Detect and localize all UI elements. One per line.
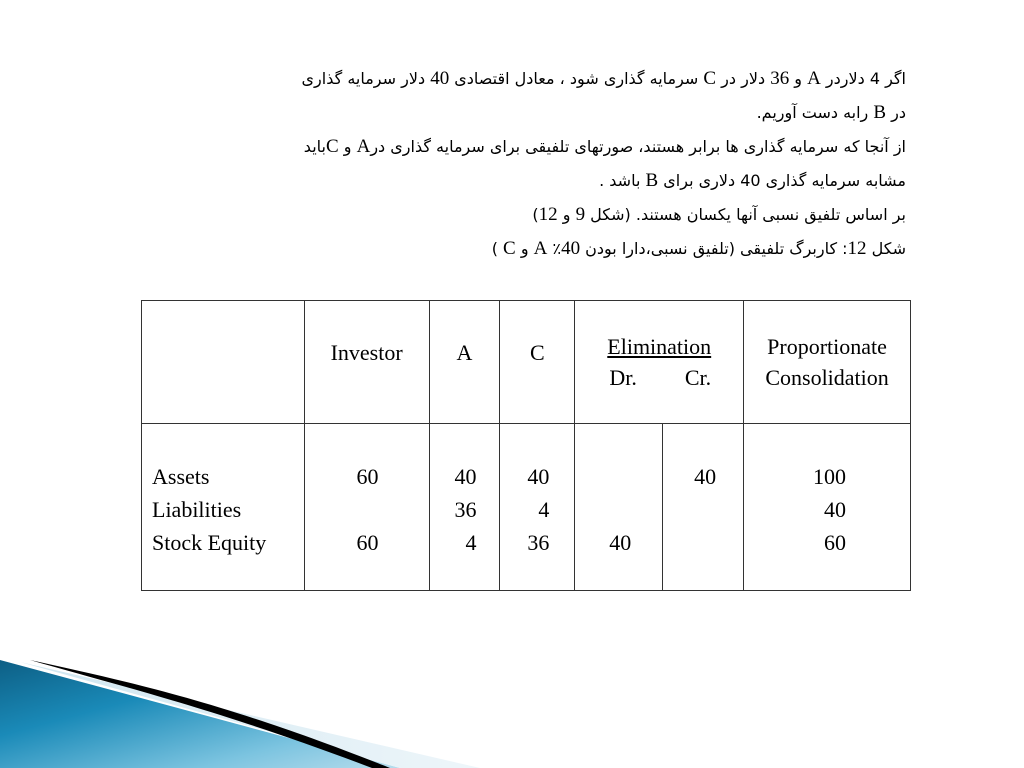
- investor-liabilities: [305, 493, 379, 526]
- c-liabilities: 4: [538, 497, 550, 522]
- text-segment: و: [515, 239, 534, 258]
- header-dr: Dr.: [609, 365, 637, 390]
- cr-assets: 40: [694, 464, 717, 489]
- row-label-liabilities: Liabilities: [152, 497, 242, 522]
- header-a: A: [429, 301, 500, 424]
- investor-stock-equity: 60: [356, 530, 379, 555]
- text-segment: اگر 4 دلاردر: [820, 69, 906, 88]
- text-segment: رابه دست آوریم.: [756, 103, 874, 122]
- investor-column: [304, 424, 429, 591]
- text-segment: ): [491, 239, 504, 258]
- text-segment: 9: [575, 204, 586, 225]
- text-segment: سرمایه گذاری شود ، معادل اقتصادی: [449, 69, 704, 88]
- text-segment: C: [325, 136, 339, 157]
- text-segment: باید: [303, 137, 326, 156]
- text-segment: A: [533, 238, 548, 259]
- text-segment: B: [645, 170, 659, 191]
- text-segment: : کاربرگ تلفیقی (تلفیق نسبی،دارا بودن: [580, 239, 848, 258]
- a-liabilities: 36: [454, 497, 477, 522]
- text-segment: دلار سرمایه گذاری: [301, 69, 431, 88]
- elimination-title: Elimination: [607, 334, 712, 359]
- text-segment: باشد .: [599, 171, 646, 190]
- text-segment: در: [886, 103, 906, 122]
- table-body-row: [142, 424, 911, 591]
- a-stock-equity: 4: [465, 530, 477, 555]
- row-labels-column: [142, 424, 305, 591]
- text-segment: 12: [538, 204, 558, 225]
- proportionate-column: [744, 424, 911, 591]
- header-proportionate-line2: Consolidation: [765, 365, 889, 390]
- text-line-3: [100, 130, 906, 164]
- cr-stock-equity: [663, 526, 716, 559]
- cr-liabilities: [663, 493, 716, 526]
- text-segment: و: [338, 137, 357, 156]
- text-segment: از آنجا که سرمایه گذاری ها برابر هستند، صورتهای تلفیقی برای سرمایه گذاری در: [370, 137, 906, 156]
- elimination-subheaders: [575, 362, 743, 393]
- c-column: [500, 424, 575, 591]
- dr-liabilities: [575, 493, 631, 526]
- dr-stock-equity: 40: [609, 530, 632, 555]
- text-segment: A: [356, 136, 371, 157]
- text-segment: 40: [430, 68, 450, 89]
- text-line-6: [100, 232, 906, 266]
- proportionate-stock-equity: 60: [824, 530, 846, 555]
- table-header-row: [142, 301, 911, 424]
- text-segment: ): [532, 205, 539, 224]
- header-elimination: [575, 301, 744, 424]
- text-segment: 36: [770, 68, 790, 89]
- text-segment: C: [703, 68, 717, 89]
- text-line-2: [100, 96, 906, 130]
- header-investor: Investor: [304, 301, 429, 424]
- header-c: C: [500, 301, 575, 424]
- row-label-assets: Assets: [152, 464, 210, 489]
- text-segment: شکل: [866, 239, 906, 258]
- text-segment: ٪: [547, 239, 562, 258]
- text-segment: و: [557, 205, 576, 224]
- dr-column: [575, 424, 663, 591]
- a-column: [429, 424, 500, 591]
- proportionate-liabilities: 40: [824, 497, 846, 522]
- decorative-swoosh: [0, 640, 1024, 768]
- text-line-5: [100, 198, 906, 232]
- text-segment: A: [807, 68, 821, 89]
- text-line-4: [100, 164, 906, 198]
- text-segment: B: [873, 102, 887, 123]
- header-empty-cell: [142, 301, 305, 424]
- text-segment: دلار در: [716, 69, 771, 88]
- row-label-stock-equity: Stock Equity: [152, 530, 267, 555]
- proportionate-assets: 100: [813, 464, 846, 489]
- dr-assets: [575, 460, 631, 493]
- text-segment: و: [789, 69, 808, 88]
- header-proportionate-consolidation: [744, 301, 911, 424]
- text-segment: C: [503, 238, 516, 259]
- text-segment: بر اساس تلفیق نسبی آنها یکسان هستند. (شکل: [585, 205, 906, 224]
- c-stock-equity: 36: [527, 530, 550, 555]
- text-segment: 12: [847, 238, 867, 259]
- investor-assets: 60: [356, 464, 379, 489]
- text-segment: مشابه سرمایه گذاری 40 دلاری برای: [658, 171, 906, 190]
- header-proportionate-line1: Proportionate: [767, 334, 887, 359]
- text-segment: 40: [561, 238, 581, 259]
- text-line-1: [100, 62, 906, 96]
- c-assets: 40: [527, 464, 550, 489]
- cr-column: [663, 424, 744, 591]
- consolidation-worksheet-table: [141, 300, 911, 591]
- header-cr: Cr.: [684, 365, 712, 390]
- persian-text-block: [100, 62, 906, 266]
- a-assets: 40: [454, 464, 477, 489]
